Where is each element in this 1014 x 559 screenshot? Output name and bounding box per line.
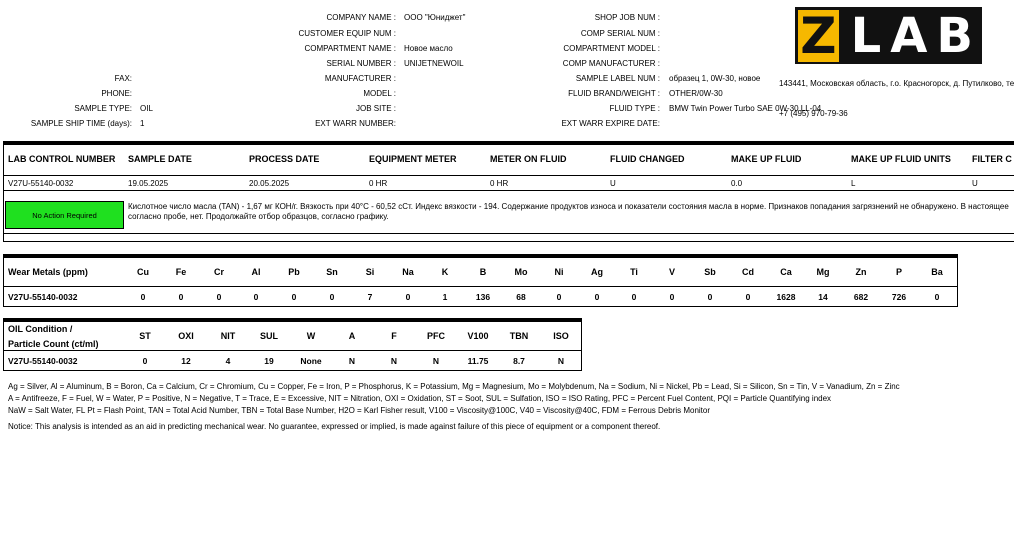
oil-cell-nit: 4 xyxy=(225,356,231,366)
comment-line-2: согласно пробе, нет. Продолжайте отбор образцов, согласно графику. xyxy=(128,212,389,221)
oil-col-pfc: PFC xyxy=(427,331,445,341)
oil-col-a: A xyxy=(348,331,356,341)
shop-job-label: SHOP JOB NUM : xyxy=(594,13,660,22)
oil-table-title-1: OIL Condition / xyxy=(8,324,73,334)
oil-cell-pfc: N xyxy=(432,356,440,366)
wear-col-sn: Sn xyxy=(326,267,338,277)
oil-col-v100: V100 xyxy=(467,331,489,341)
customer-equip-label: CUSTOMER EQUIP NUM : xyxy=(298,29,396,38)
ext-warr-number-label: EXT WARR NUMBER: xyxy=(315,119,396,128)
company-name-label: COMPANY NAME : xyxy=(326,13,396,22)
cell-meter-on-fluid: 0 HR xyxy=(490,179,509,188)
wear-col-ca: Ca xyxy=(780,267,792,277)
wear-cell-ba: 0 xyxy=(934,292,940,302)
legend-line-2: A = Antifreeze, F = Fuel, W = Water, P = Positive, N = Negative, T = Trace, E = Excessive, NIT = Nitration, OXI = Oxidation, ST = Soot, SUL = Sulfation, ISO = ISO Rating, PFC = Percent Fuel Content, PQI = Particle Quantifying index xyxy=(8,394,832,403)
status-badge: No Action Required xyxy=(5,201,124,229)
wear-cell-ti: 0 xyxy=(631,292,637,302)
cell-lab-control-number: V27U-55140-0032 xyxy=(8,179,74,188)
sample-label-num-label: SAMPLE LABEL NUM : xyxy=(575,74,660,83)
col-filter-changed: FILTER C xyxy=(972,154,1012,164)
wear-col-ba: Ba xyxy=(931,267,943,277)
col-make-up-fluid-units: MAKE UP FLUID UNITS xyxy=(851,154,951,164)
logo-z-mark: Z xyxy=(798,10,839,62)
col-fluid-changed: FLUID CHANGED xyxy=(610,154,685,164)
sample-label-num-value: образец 1, 0W-30, новое xyxy=(669,74,761,83)
col-process-date: PROCESS DATE xyxy=(249,154,320,164)
cell-equipment-meter: 0 HR xyxy=(369,179,388,188)
company-name-value: ООО "Юниджет" xyxy=(404,13,466,22)
comp-manufacturer-label: COMP MANUFACTURER : xyxy=(562,59,660,68)
wear-col-ag: Ag xyxy=(591,267,603,277)
sample-table-divider xyxy=(4,190,1014,191)
wear-cell-cr: 0 xyxy=(216,292,222,302)
wear-col-zn: Zn xyxy=(855,267,867,277)
logo-lab-text: LAB xyxy=(850,7,982,64)
wear-cell-na: 0 xyxy=(405,292,411,302)
phone-label: PHONE: xyxy=(101,89,132,98)
wear-cell-pb: 0 xyxy=(291,292,297,302)
col-make-up-fluid: MAKE UP FLUID xyxy=(731,154,802,164)
oil-cell-sul: 19 xyxy=(264,356,274,366)
notice: Notice: This analysis is intended as an aid in predicting mechanical wear. No guarantee, expressed or implied, is made against failure of this piece of equipment or a component thereof. xyxy=(8,422,661,431)
compartment-name-label: COMPARTMENT NAME : xyxy=(304,44,396,53)
wear-cell-ag: 0 xyxy=(594,292,600,302)
cell-make-up-fluid-units: L xyxy=(851,179,856,188)
wear-col-v: V xyxy=(668,267,676,277)
wear-col-cu: Cu xyxy=(137,267,149,277)
wear-cell-mo: 68 xyxy=(516,292,526,302)
wear-cell-k: 1 xyxy=(442,292,448,302)
col-sample-date: SAMPLE DATE xyxy=(128,154,192,164)
oil-col-tbn: TBN xyxy=(509,331,529,341)
cell-filter-changed: U xyxy=(972,179,978,188)
wear-col-ti: Ti xyxy=(630,267,638,277)
compartment-model-label: COMPARTMENT MODEL : xyxy=(563,44,660,53)
wear-cell-sn: 0 xyxy=(329,292,335,302)
oil-cell-tbn: 8.7 xyxy=(513,356,525,366)
oil-row-label: V27U-55140-0032 xyxy=(8,356,78,366)
serial-number-label: SERIAL NUMBER : xyxy=(326,59,396,68)
oil-cell-a: N xyxy=(348,356,356,366)
wear-col-mo: Mo xyxy=(514,267,528,277)
oil-col-w: W xyxy=(306,331,316,341)
wear-col-pb: Pb xyxy=(288,267,300,277)
oil-table-divider xyxy=(4,350,581,351)
lab-phone: +7 (495) 970-79-36 xyxy=(779,109,848,118)
wear-col-na: Na xyxy=(402,267,414,277)
oil-col-f: F xyxy=(391,331,397,341)
wear-cell-cu: 0 xyxy=(140,292,146,302)
fluid-brand-label: FLUID BRAND/WEIGHT : xyxy=(568,89,660,98)
col-meter-on-fluid: METER ON FLUID xyxy=(490,154,567,164)
serial-number-value: UNIJETNEWOIL xyxy=(404,59,464,68)
wear-cell-p: 726 xyxy=(891,292,907,302)
job-site-label: JOB SITE : xyxy=(355,104,396,113)
wear-cell-ca: 1628 xyxy=(776,292,796,302)
oil-col-st: ST xyxy=(139,331,151,341)
wear-col-ni: Ni xyxy=(554,267,564,277)
wear-cell-zn: 682 xyxy=(853,292,869,302)
oil-cell-f: N xyxy=(390,356,398,366)
wear-cell-cd: 0 xyxy=(745,292,751,302)
manufacturer-label: MANUFACTURER : xyxy=(324,74,396,83)
oil-cell-w: None xyxy=(300,356,322,366)
compartment-name-value: Новое масло xyxy=(404,44,453,53)
wear-col-cd: Cd xyxy=(742,267,754,277)
col-lab-control-number: LAB CONTROL NUMBER xyxy=(8,154,116,164)
wear-table-divider xyxy=(4,286,957,287)
legend-line-1: Ag = Silver, Al = Aluminum, B = Boron, Ca = Calcium, Cr = Chromium, Cu = Copper, Fe = Iron, P = Phosphorus, K = Potassium, Mg = Magnesium, Mo = Molybdenum, Na = Sodium, Ni = Nickel, Pb = Lead, Si = Silicon, Sn = Tin, V = Vanadium, Zn = Zinc xyxy=(8,382,900,391)
ext-warr-expire-label: EXT WARR EXPIRE DATE: xyxy=(561,119,660,128)
cell-process-date: 20.05.2025 xyxy=(249,179,290,188)
wear-cell-fe: 0 xyxy=(178,292,184,302)
oil-cell-iso: N xyxy=(557,356,565,366)
wear-col-p: P xyxy=(895,267,903,277)
oil-cell-v100: 11.75 xyxy=(467,356,489,366)
sample-table-divider-2 xyxy=(4,233,1014,234)
cell-sample-date: 19.05.2025 xyxy=(128,179,169,188)
wear-col-si: Si xyxy=(365,267,375,277)
ship-time-label: SAMPLE SHIP TIME (days): xyxy=(30,119,132,128)
oil-col-nit: NIT xyxy=(220,331,236,341)
oil-table-title-2: Particle Count (ct/ml) xyxy=(8,339,99,349)
wear-col-sb: Sb xyxy=(704,267,716,277)
cell-make-up-fluid: 0.0 xyxy=(731,179,743,188)
oil-col-iso: ISO xyxy=(553,331,569,341)
fax-label: FAX: xyxy=(114,74,132,83)
fluid-type-value: BMW Twin Power Turbo SAE 0W-30 LL-04 xyxy=(669,104,822,113)
fluid-type-label: FLUID TYPE : xyxy=(609,104,660,113)
cell-fluid-changed: U xyxy=(610,179,616,188)
wear-cell-ni: 0 xyxy=(556,292,562,302)
sample-type-value: OIL xyxy=(140,104,153,113)
oil-cell-oxi: 12 xyxy=(181,356,191,366)
oil-cell-st: 0 xyxy=(142,356,148,366)
wear-col-cr: Cr xyxy=(213,267,225,277)
lab-address: 143441, Московская область, г.о. Красногорск, д. Путилково, те xyxy=(779,79,1014,88)
zlab-logo xyxy=(795,7,982,64)
sample-type-label: SAMPLE TYPE: xyxy=(74,104,132,113)
wear-cell-v: 0 xyxy=(669,292,675,302)
wear-cell-mg: 14 xyxy=(818,292,828,302)
col-equipment-meter: EQUIPMENT METER xyxy=(369,154,457,164)
comp-serial-label: COMP SERIAL NUM : xyxy=(580,29,660,38)
wear-cell-si: 7 xyxy=(367,292,373,302)
model-label: MODEL : xyxy=(363,89,396,98)
wear-row-label: V27U-55140-0032 xyxy=(8,292,78,302)
wear-cell-sb: 0 xyxy=(707,292,713,302)
wear-col-fe: Fe xyxy=(175,267,187,277)
wear-col-mg: Mg xyxy=(816,267,830,277)
wear-table-title: Wear Metals (ppm) xyxy=(8,267,88,277)
oil-col-oxi: OXI xyxy=(178,331,194,341)
wear-col-k: K xyxy=(441,267,449,277)
oil-col-sul: SUL xyxy=(260,331,278,341)
legend-line-3: NaW = Salt Water, FL Pt = Flash Point, TAN = Total Acid Number, TBN = Total Base Number, H2O = Karl Fisher result, V100 = Viscosity@100C, V40 = Viscosity@40C, FDM = Ferrous Debris Monitor xyxy=(8,406,711,415)
wear-col-b: B xyxy=(479,267,487,277)
wear-cell-al: 0 xyxy=(253,292,259,302)
fluid-brand-value: OTHER/0W-30 xyxy=(669,89,723,98)
wear-cell-b: 136 xyxy=(475,292,491,302)
comment-line-1: Кислотное число масла (TAN) - 1,67 мг КОН/г. Вязкость при 40°С - 60,52 сСт. Индекс вязкости - 194. Содержание продуктов износа и показатели состояния масла в норме. Признаков попадания загрязнений не обнаружено. В настоящее xyxy=(128,202,1009,211)
wear-col-al: Al xyxy=(251,267,261,277)
ship-time-value: 1 xyxy=(140,119,145,128)
